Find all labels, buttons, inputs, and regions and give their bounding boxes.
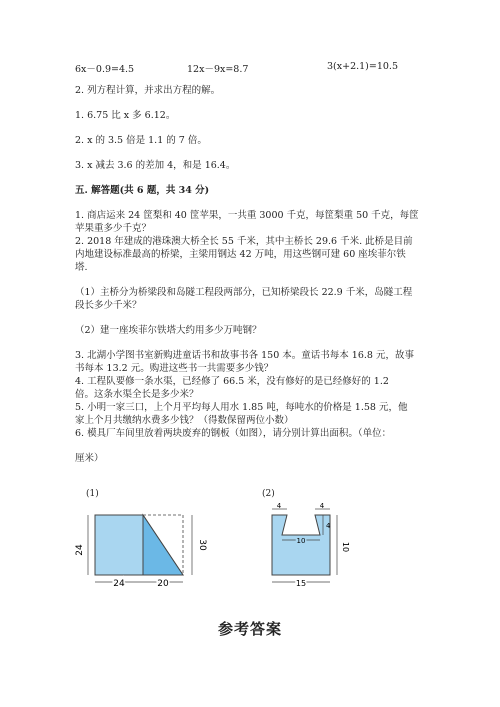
figure1-diagram xyxy=(75,500,220,590)
figure1-label: (1) xyxy=(86,489,99,499)
q2-title: 2. 列方程计算，并求出方程的解。 xyxy=(75,85,221,96)
s5-line-5: 塔. xyxy=(75,262,88,273)
s5-line-15: 6. 模具厂车间里放着两块废弃的钢板（如图），请分别计算出面积。（单位： xyxy=(75,428,392,439)
s5-line-13: 5. 小明一家三口，上个月平均每人用水 1.85 吨，每吨水的价格是 1.58 元，他 xyxy=(75,402,408,413)
s5-line-11: 4. 工程队要修一条水渠，已经修了 66.5 米，没有修好的是已经修好的 1.2 xyxy=(75,376,389,387)
figure2-diagram xyxy=(260,500,370,590)
q2-item-1: 1. 6.75 比 x 多 6.12。 xyxy=(75,110,176,121)
s5-line-7: 段长多少千米？ xyxy=(75,300,142,311)
figure2-dim-inner: 10 xyxy=(296,537,306,545)
figure2-dim-bottom: 15 xyxy=(295,579,307,588)
s5-line-4: 内地建设标准最高的桥梁，主梁用钢达 42 万吨，用这些钢可建 60 座埃菲尔铁 xyxy=(75,249,406,260)
s5-line-6: （1）主桥分为桥梁段和岛隧工程段两部分，已知桥梁段长 22.9 千米，岛隧工程 xyxy=(75,287,413,298)
equation-2: 12x－9x=8.7 xyxy=(187,64,249,75)
figure1-dim-right: 30 xyxy=(197,539,207,551)
s5-line-14: 家上个月共缴纳水费多少钱？（得数保留两位小数） xyxy=(75,415,294,426)
equation-3: 3(x+2.1)=10.5 xyxy=(327,61,398,72)
q2-item-2: 2. x 的 3.5 倍是 1.1 的 7 倍。 xyxy=(75,135,207,146)
figure1-dim-left: 24 xyxy=(75,544,85,556)
s5-line-3: 2. 2018 年建成的港珠澳大桥全长 55 千米，其中主桥长 29.6 千米. 此桥是目前 xyxy=(75,236,413,247)
answer-title: 参考答案 xyxy=(217,620,282,638)
s5-line-12: 倍。这条水渠全长是多少米？ xyxy=(75,389,199,400)
figure1-dim-bottom-right: 20 xyxy=(157,579,169,589)
s5-line-9: 3. 北湖小学图书室新购进童话书和故事书各 150 本。童话书每本 16.8 元，故事 xyxy=(75,350,414,361)
figure2-label: (2) xyxy=(262,489,275,499)
figure2-dim-top-left: 4 xyxy=(276,502,282,510)
figure2-dim-top-right: 4 xyxy=(319,502,325,510)
figure2-dim-notch: 4 xyxy=(326,522,331,530)
section5-title: 五. 解答题(共 6 题，共 34 分) xyxy=(75,185,210,196)
s5-line-2: 苹果重多少千克？ xyxy=(75,223,152,234)
q2-item-3: 3. x 减去 3.6 的差加 4，和是 16.4。 xyxy=(75,160,236,171)
s5-line-10: 书每本 13.2 元。购进这些书一共需要多少钱？ xyxy=(75,363,274,374)
s5-line-8: （2）建一座埃菲尔铁塔大约用多少万吨钢？ xyxy=(75,325,262,336)
equation-1: 6x－0.9=4.5 xyxy=(75,64,135,75)
figure2-plate xyxy=(272,515,330,575)
figure1-dim-bottom-left: 24 xyxy=(113,579,125,589)
figure2-dim-height: 10 xyxy=(341,541,350,553)
s5-line-1: 1. 商店运来 24 筐梨和 40 筐苹果，一共重 3000 千克，每筐梨重 50 千克，每筐 xyxy=(75,210,419,221)
s5-line-16: 厘米） xyxy=(75,453,104,464)
figure1-triangle xyxy=(143,515,183,575)
